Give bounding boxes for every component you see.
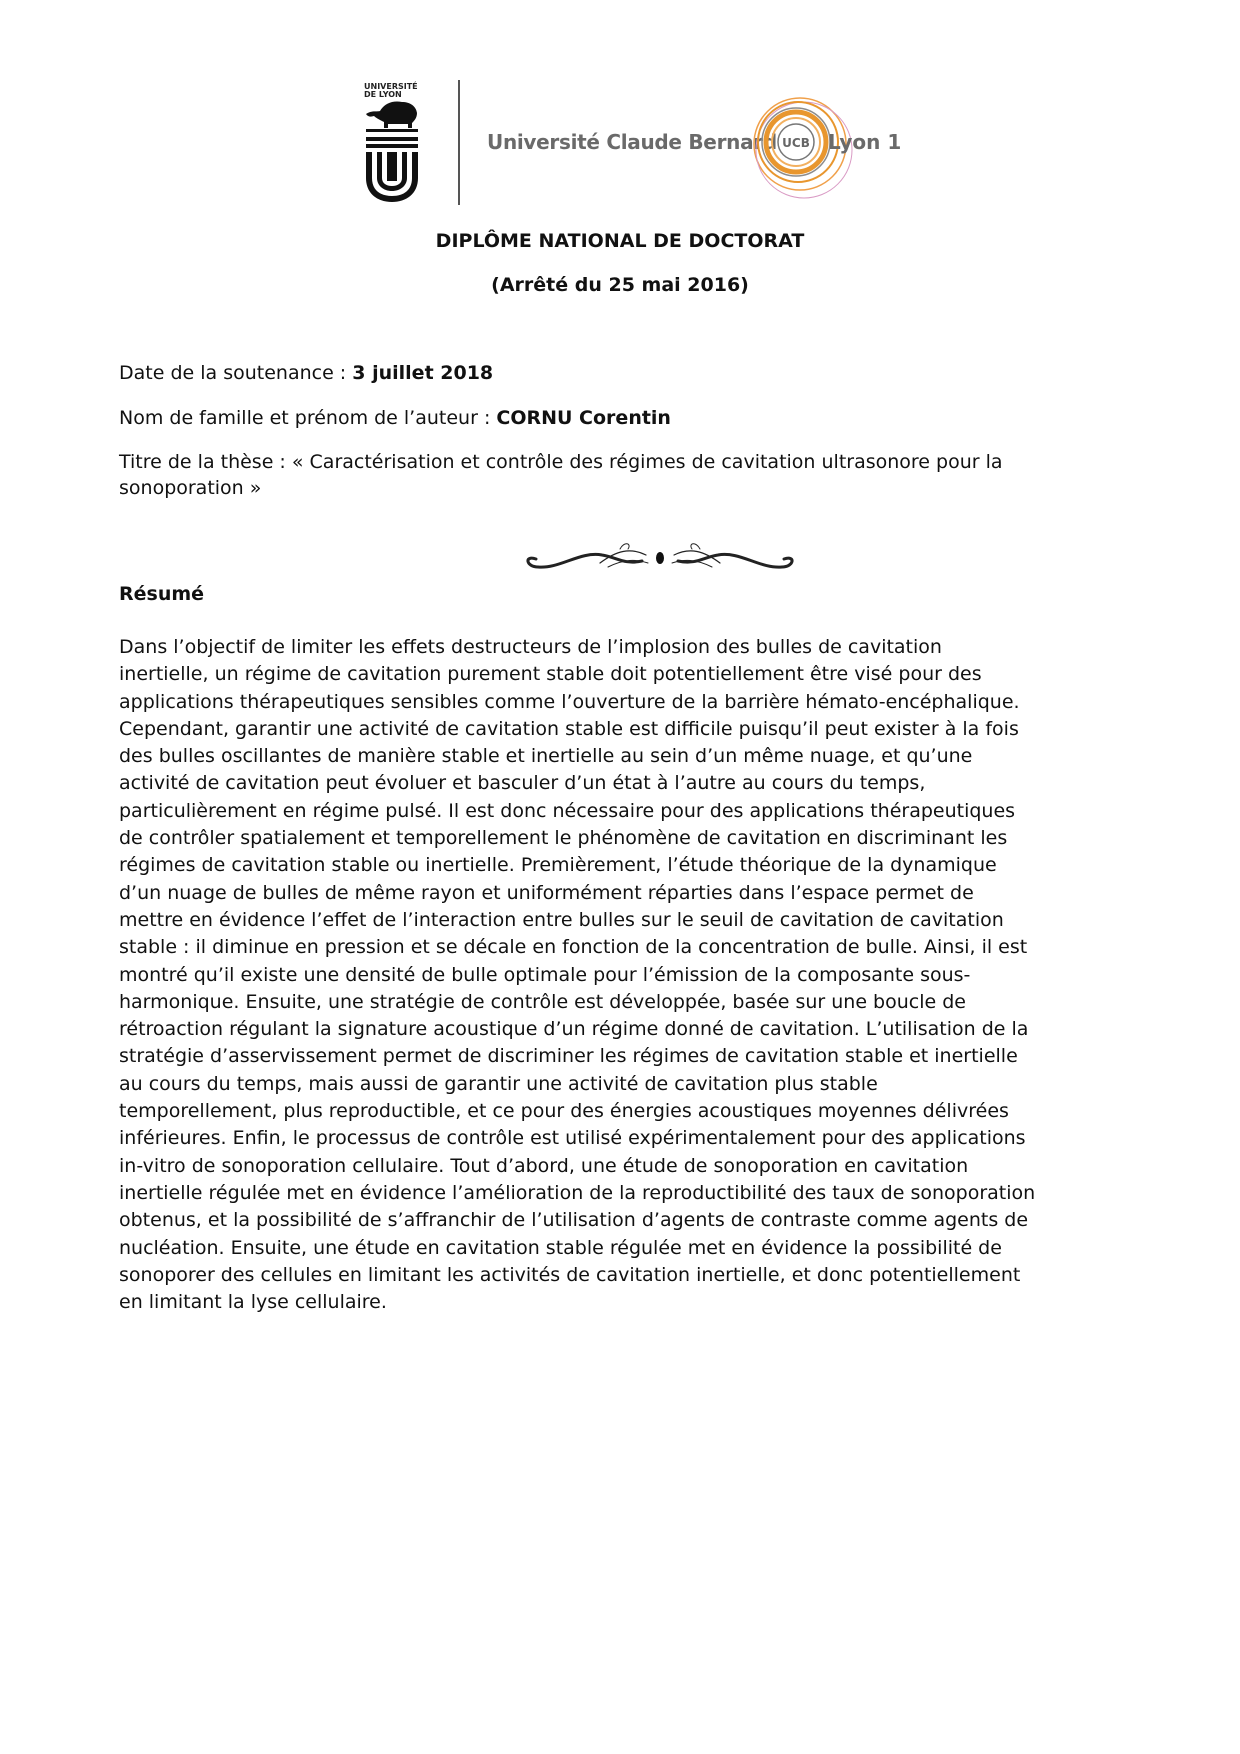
logo-divider <box>458 80 460 205</box>
resume-line: de contrôler spatialement et temporellement le phénomène de cavitation en discriminant les <box>119 827 1008 850</box>
resume-line: particulièrement en régime pulsé. Il est donc nécessaire pour des applications thérapeutiques <box>119 799 1016 822</box>
ucbl-monogram: UCB <box>782 136 810 150</box>
resume-line: sonoporer des cellules en limitant les activités de cavitation inertielle, et donc potentiellement <box>119 1263 1021 1286</box>
resume-line: stable : il diminue en pression et se décale en fonction de la concentration de bulle. Ainsi, il est <box>119 936 1028 959</box>
universite-de-lyon-logo <box>362 80 422 205</box>
thesis-title-line-2: sonoporation » <box>119 477 262 499</box>
resume-line: montré qu’il existe une densité de bulle optimale pour l’émission de la composante sous- <box>119 963 971 986</box>
resume-heading: Résumé <box>119 583 205 605</box>
resume-line: applications thérapeutiques sensibles comme l’ouverture de la barrière hémato-encéphalique. <box>119 690 1020 713</box>
ucbl-logo-name: Université Claude Bernard <box>487 130 777 154</box>
resume-line: stratégie d’asservissement permet de discriminer les régimes de cavitation stable et inertielle <box>119 1045 1018 1068</box>
author-field <box>119 405 1129 431</box>
document-title: DIPLÔME NATIONAL DE DOCTORAT <box>435 230 805 252</box>
resume-line: in-vitro de sonoporation cellulaire. Tout d’abord, une étude de sonoporation en cavitation <box>119 1154 969 1177</box>
resume-line: inférieures. Enfin, le processus de contrôle est utilisé expérimentalement pour des applications <box>119 1127 1026 1150</box>
lion-icon <box>366 101 417 128</box>
thesis-title-line-1: Titre de la thèse : « Caractérisation et contrôle des régimes de cavitation ultrasonore pour la <box>119 451 1003 473</box>
resume-line: régimes de cavitation stable ou inertielle. Premièrement, l’étude théorique de la dynamique <box>119 854 997 877</box>
ucbl-logo-city: Lyon 1 <box>828 130 902 154</box>
resume-line: mettre en évidence l’effet de l’interaction entre bulles sur le seuil de cavitation de cavitation <box>119 908 1004 931</box>
resume-line: Cependant, garantir une activité de cavitation stable est difficile puisqu’il peut exister à la fois <box>119 717 1019 740</box>
resume-line: activité de cavitation peut évoluer et basculer d’un état à l’autre au cours du temps, <box>119 772 926 795</box>
resume-line: Dans l’objectif de limiter les effets destructeurs de l’implosion des bulles de cavitation <box>119 636 942 658</box>
thesis-title-field <box>119 449 1129 501</box>
udl-logo-text-1: UNIVERSITÉ <box>364 82 418 91</box>
resume-line: harmonique. Ensuite, une stratégie de contrôle est développée, basée sur une boucle de <box>119 990 966 1013</box>
resume-line: nucléation. Ensuite, une étude en cavitation stable régulée met en évidence la possibilité de <box>119 1236 1002 1259</box>
resume-line: inertielle, un régime de cavitation purement stable doit potentiellement être visé pour des <box>119 663 982 686</box>
resume-line: rétroaction régulant la signature acoustique d’un régime donné de cavitation. L’utilisation de la <box>119 1018 1029 1041</box>
ornament-flourish-icon <box>520 537 800 577</box>
defense-date-value: 3 juillet 2018 <box>352 362 494 384</box>
resume-line: en limitant la lyse cellulaire. <box>119 1291 387 1314</box>
udl-logo-text-2: DE LYON <box>364 90 402 99</box>
resume-line: inertielle régulée met en évidence l’amélioration de la reproductibilité des taux de sonoporation <box>119 1181 1036 1204</box>
decree-reference: (Arrêté du 25 mai 2016) <box>491 274 749 296</box>
resume-line: d’un nuage de bulles de même rayon et uniformément réparties dans l’espace permet de <box>119 881 974 904</box>
defense-date-field <box>119 360 1129 386</box>
defense-date-label: Date de la soutenance : <box>119 362 353 384</box>
author-value: CORNU Corentin <box>496 407 671 429</box>
resume-body <box>119 634 1134 1316</box>
resume-line: des bulles oscillantes de manière stable et inertielle au sein d’un même nuage, et qu’une <box>119 745 973 768</box>
resume-line: au cours du temps, mais aussi de garantir une activité de cavitation plus stable <box>119 1072 878 1095</box>
author-label: Nom de famille et prénom de l’auteur : <box>119 407 497 429</box>
resume-line: temporellement, plus reproductible, et ce pour des énergies acoustiques moyennes délivrées <box>119 1100 1009 1123</box>
resume-line: obtenus, et la possibilité de s’affranchir de l’utilisation d’agents de contraste comme agents de <box>119 1209 1029 1232</box>
